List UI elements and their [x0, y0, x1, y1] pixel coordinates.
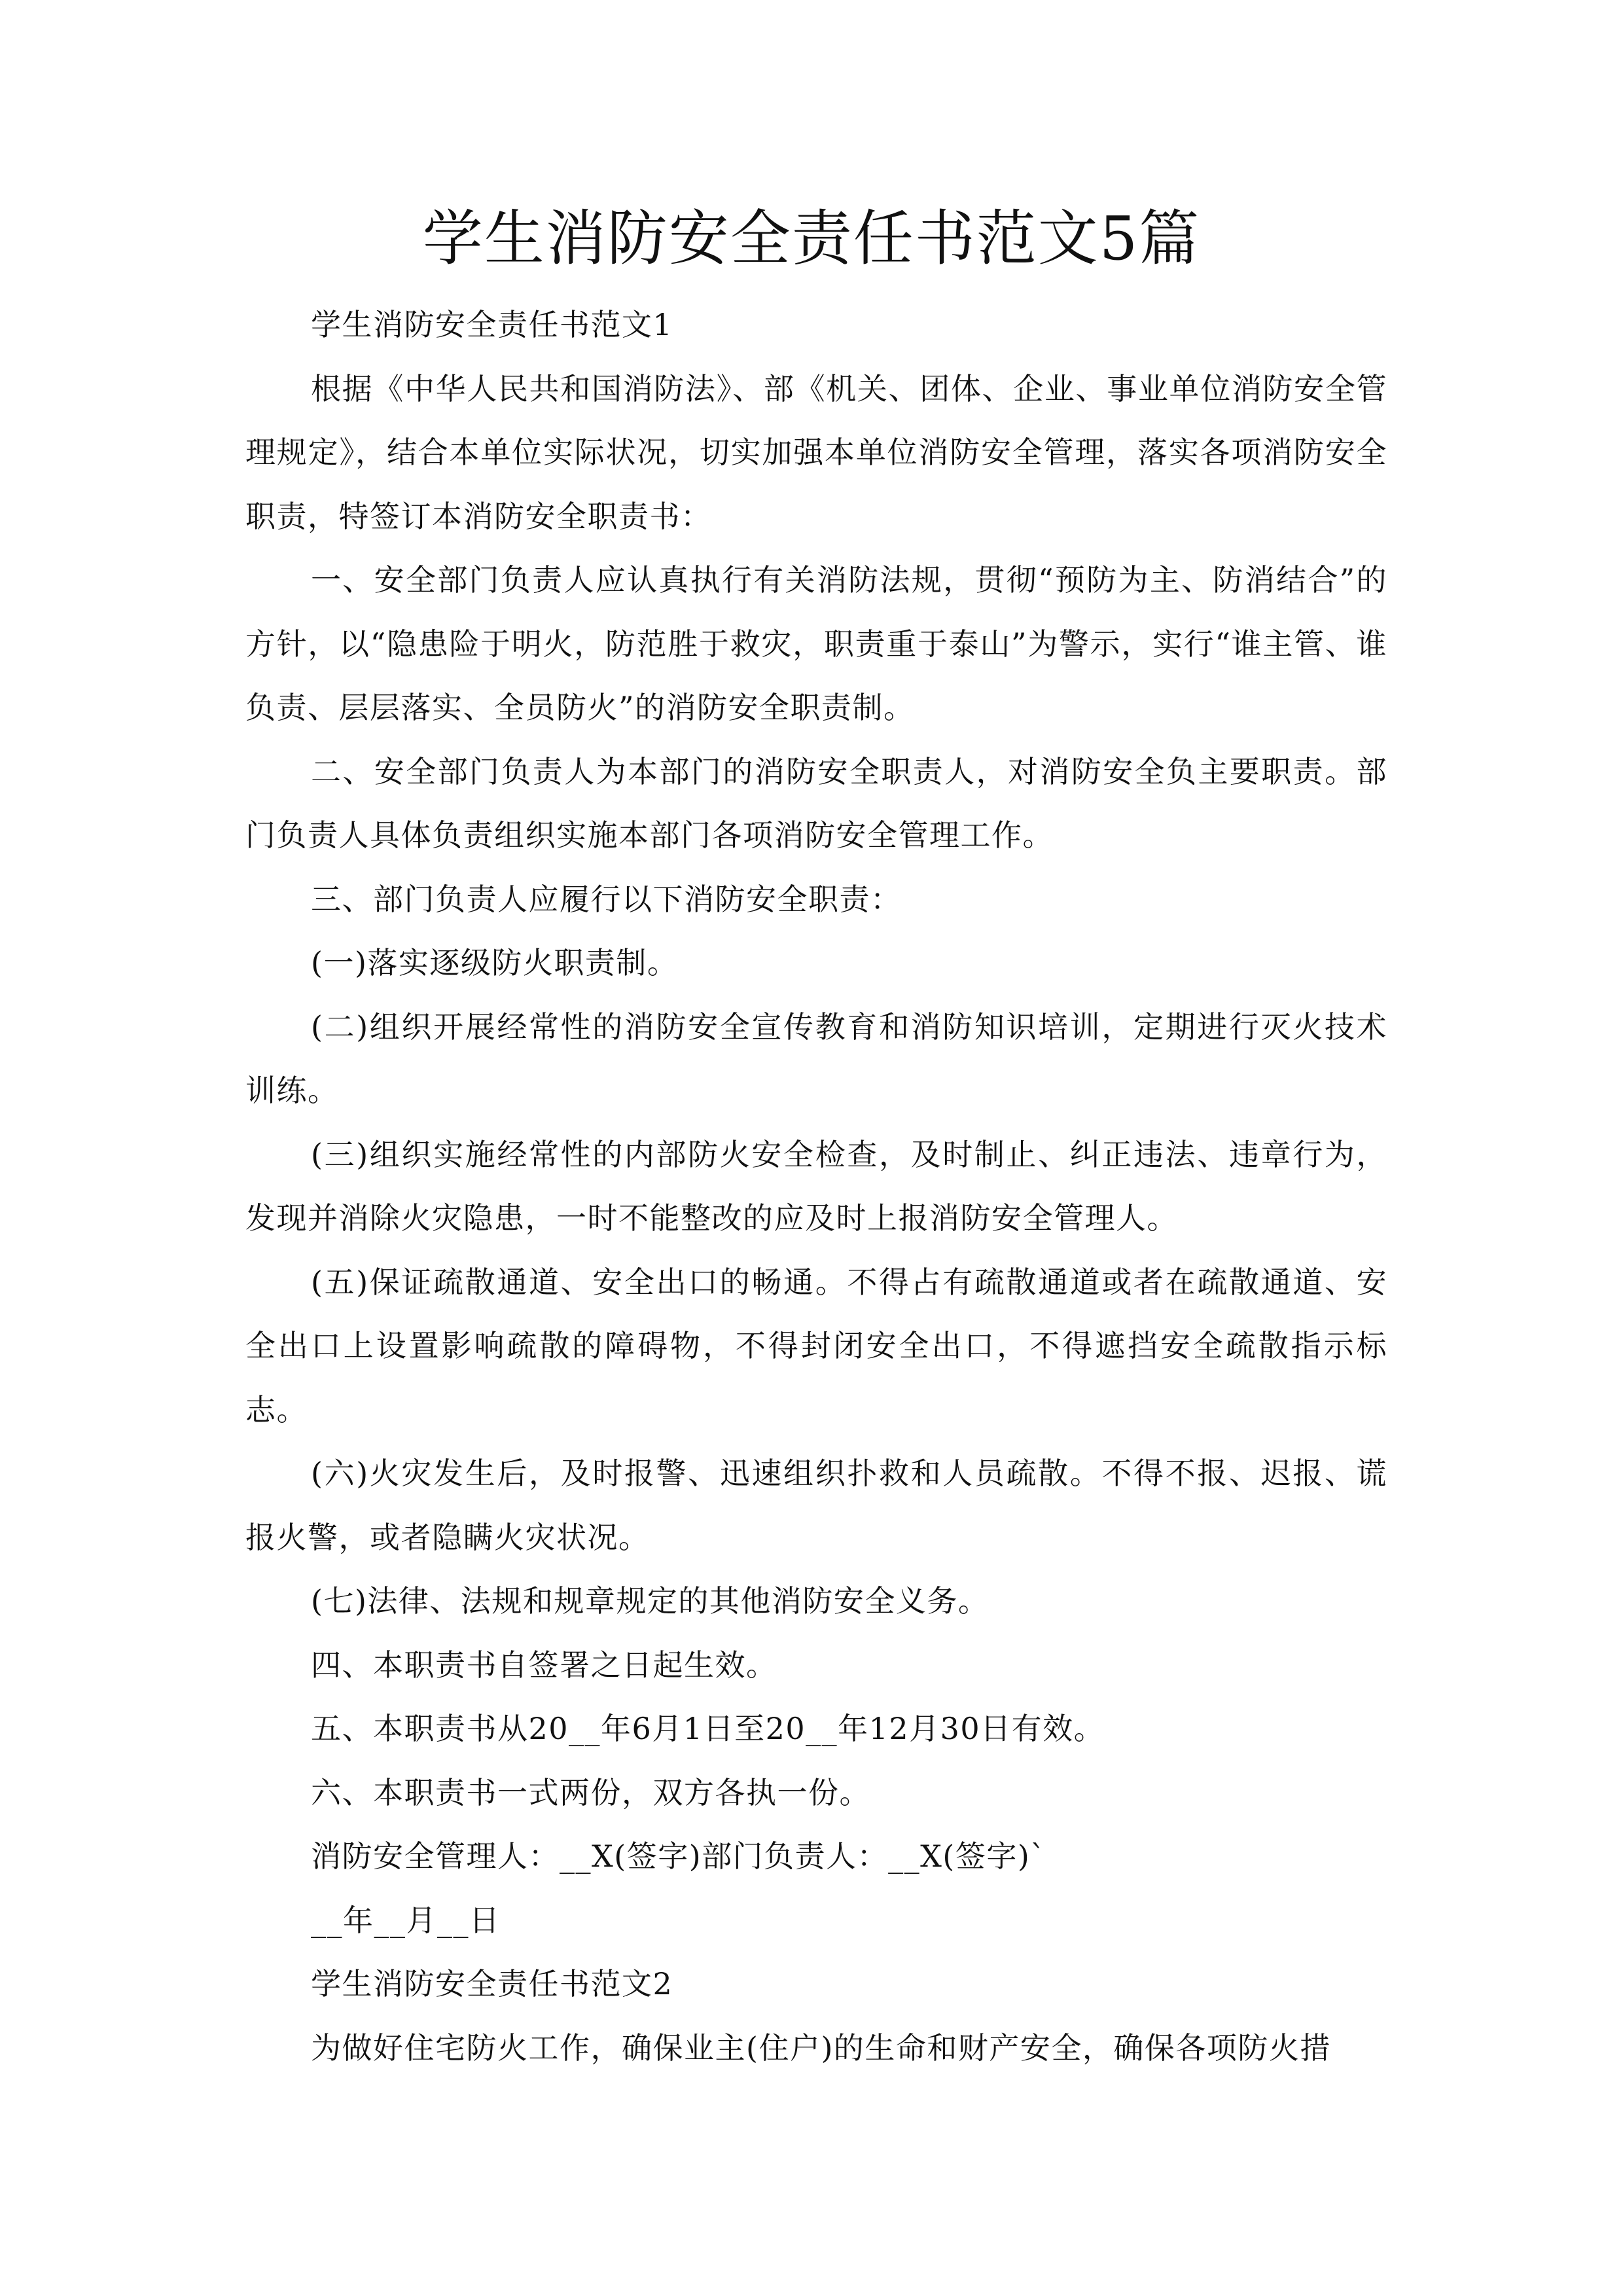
clause-6: 六、本职责书一式两份，双方各执一份。 — [311, 1774, 870, 1810]
clause-3: 三、部门负责人应履行以下消防安全职责： — [311, 881, 902, 917]
document-title: 学生消防安全责任书范文5篇 — [422, 204, 1201, 274]
section-heading-1: 学生消防安全责任书范文1 — [311, 307, 673, 342]
sub-clause-7: (七)法律、法规和规章规定的其他消防安全义务。 — [311, 1583, 990, 1619]
sub-clause-1: (一)落实逐级防火职责制。 — [311, 945, 679, 980]
sub-clause-6: (六)火灾发生后，及时报警、迅速组织扑救和人员疏散。不得不报、迟报、谎报火警，或者隐瞒火灾状况。 — [245, 1456, 1387, 1555]
clause-5: 五、本职责书从20__年6月1日至20__年12月30日有效。 — [311, 1711, 1105, 1746]
section-heading-2: 学生消防安全责任书范文2 — [311, 1966, 673, 2001]
signature-line: 消防安全管理人：__X(签字)部门负责人：__X(签字)` — [311, 1839, 1046, 1874]
clause-1: 一、安全部门负责人应认真执行有关消防法规，贯彻“预防为主、防消结合”的方针，以“隐患险于明火，防范胜于救灾，职责重于泰山”为警示，实行“谁主管、谁负责、层层落实、全员防火”的消防安全职责制。 — [245, 562, 1387, 725]
sub-clause-3: (三)组织实施经常性的内部防火安全检查，及时制止、纠正违法、违章行为，发现并消除火灾隐患，一时不能整改的应及时上报消防安全管理人。 — [245, 1136, 1387, 1236]
clause-4: 四、本职责书自签署之日起生效。 — [311, 1647, 777, 1683]
section-2-intro: 为做好住宅防火工作，确保业主(住户)的生命和财产安全，确保各项防火措 — [311, 2030, 1331, 2066]
sub-clause-5: (五)保证疏散通道、安全出口的畅通。不得占有疏散通道或者在疏散通道、安全出口上设置影响疏散的障碍物，不得封闭安全出口，不得遮挡安全疏散指示标志。 — [245, 1264, 1387, 1427]
clause-2: 二、安全部门负责人为本部门的消防安全职责人，对消防安全负主要职责。部门负责人具体负责组织实施本部门各项消防安全管理工作。 — [245, 753, 1387, 853]
document-body — [245, 293, 1387, 2080]
date-line: __年__月__日 — [311, 1902, 501, 1938]
intro-paragraph: 根据《中华人民共和国消防法》、部《机关、团体、企业、事业单位消防安全管理规定》，结合本单位实际状况，切实加强本单位消防安全管理，落实各项消防安全职责，特签订本消防安全职责书： — [245, 370, 1387, 534]
sub-clause-2: (二)组织开展经常性的消防安全宣传教育和消防知识培训，定期进行灭火技术训练。 — [245, 1009, 1387, 1108]
